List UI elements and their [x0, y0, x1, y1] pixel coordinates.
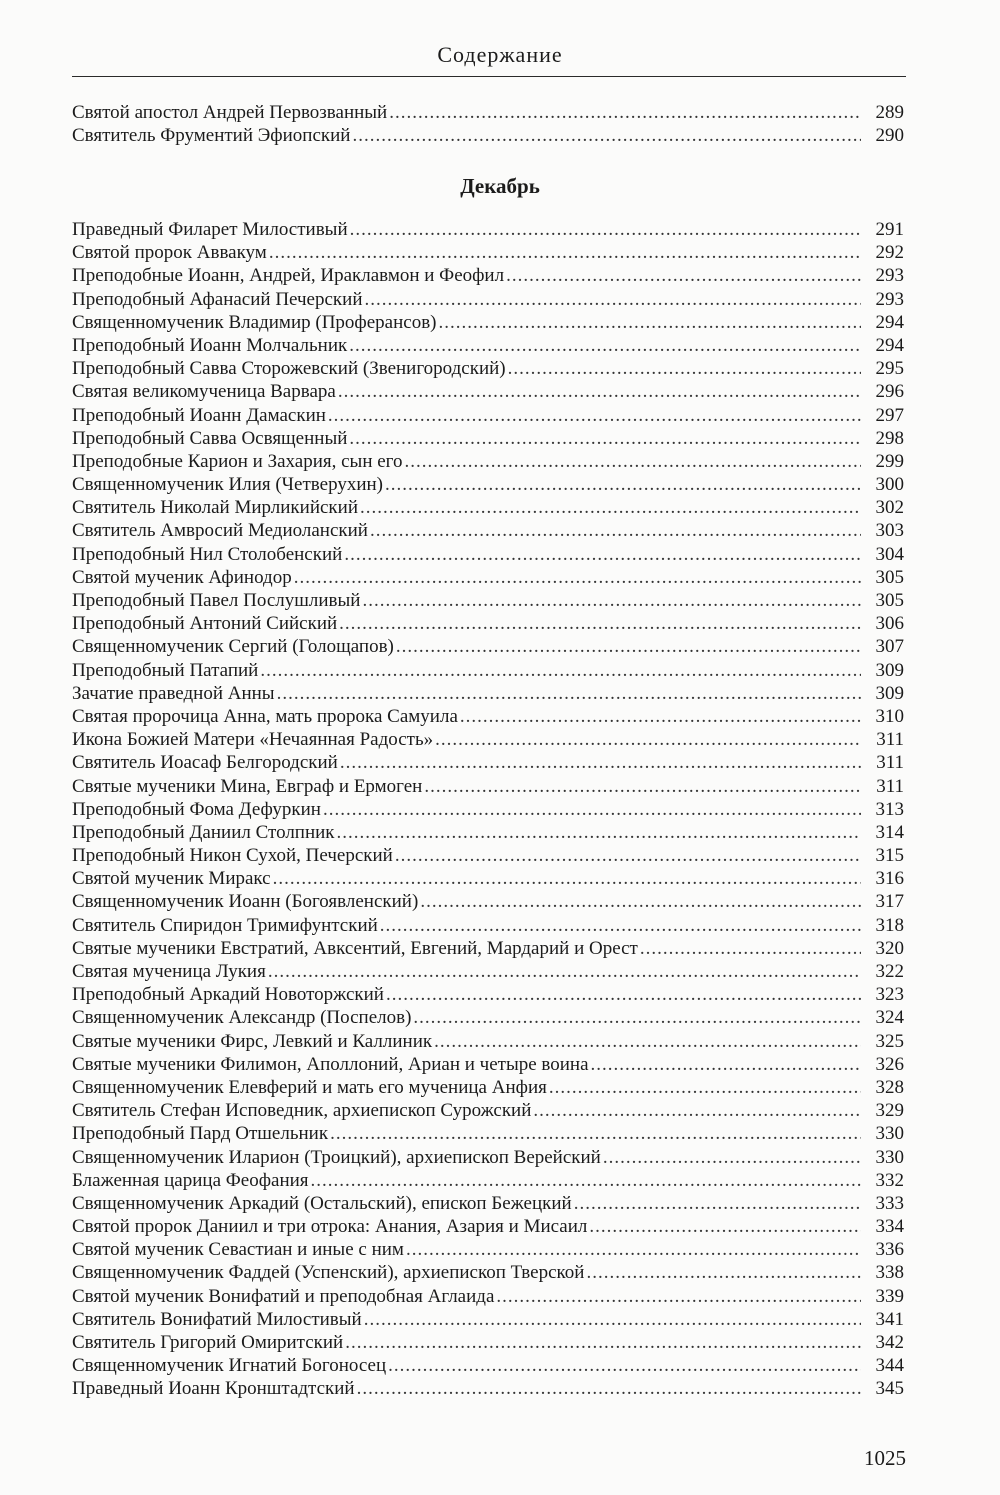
dot-leader: [434, 1030, 861, 1053]
toc-entry: [72, 1169, 904, 1192]
toc-entry-page: 295: [875, 358, 904, 380]
dot-leader: [337, 821, 861, 844]
dot-leader: [273, 867, 861, 890]
toc-entry-title: Преподобные Карион и Захария, сын его: [72, 450, 403, 472]
dot-leader: [364, 1308, 861, 1331]
toc-entry-title: Священномученик Аркадий (Остальский), епископ Бежецкий: [72, 1192, 572, 1214]
toc-entry-page: 345: [875, 1378, 904, 1400]
dot-leader: [344, 543, 861, 566]
dot-leader: [349, 334, 861, 357]
dot-leader: [603, 1146, 861, 1169]
toc-entry: [72, 844, 904, 867]
toc-entry-title: Святитель Стефан Исповедник, архиепископ Сурожский: [72, 1100, 532, 1122]
toc-entry-page: 324: [875, 1007, 904, 1029]
dot-leader: [439, 311, 862, 334]
dot-leader: [406, 1238, 861, 1261]
toc-entry-page: 332: [875, 1169, 904, 1191]
dot-leader: [357, 1377, 861, 1400]
dot-leader: [591, 1053, 861, 1076]
toc-entry-title: Святые мученики Фирс, Левкий и Каллиник: [72, 1030, 433, 1052]
toc-entry-title: Святитель Фрументий Эфиопский: [72, 125, 351, 147]
toc-entry-page: 336: [875, 1239, 904, 1261]
toc-entry: [72, 751, 904, 774]
dot-leader: [508, 357, 861, 380]
toc-entry: [72, 821, 904, 844]
toc-entry: [72, 1076, 904, 1099]
toc-entry-page: 309: [875, 659, 904, 681]
toc-entry: [72, 775, 904, 798]
dot-leader: [386, 983, 861, 1006]
toc-entry-title: Праведный Иоанн Кронштадтский: [72, 1378, 355, 1400]
toc-entry-title: Блаженная царица Феофания: [72, 1169, 309, 1191]
toc-entry-page: 292: [875, 242, 904, 264]
toc-entry-page: 313: [875, 798, 904, 820]
dot-leader: [362, 589, 861, 612]
toc-entry: [72, 427, 904, 450]
dot-leader: [330, 1122, 861, 1145]
toc-entry-page: 338: [875, 1262, 904, 1284]
toc-entry-page: 305: [875, 590, 904, 611]
dot-leader: [338, 380, 861, 403]
toc-entry: [72, 404, 904, 427]
toc-entry-title: Священномученик Иоанн (Богоявленский): [72, 891, 419, 913]
toc-entry-title: Праведный Филарет Милостивый: [72, 219, 348, 240]
toc-entry-page: 342: [875, 1332, 904, 1353]
toc-entry: [72, 357, 904, 380]
toc-entry: [72, 728, 904, 751]
toc-top-list: [72, 101, 904, 147]
dot-leader: [370, 519, 861, 542]
dot-leader: [549, 1076, 861, 1099]
toc-entry-page: 293: [875, 265, 904, 287]
toc-entry-title: Святой мученик Вонифатий и преподобная Аглаида: [72, 1285, 495, 1307]
toc-entry-page: 344: [875, 1355, 904, 1377]
dot-leader: [385, 473, 861, 496]
toc-entry-page: 330: [875, 1146, 904, 1168]
dot-leader: [340, 751, 861, 774]
dot-leader: [574, 1192, 861, 1215]
toc-entry: [72, 124, 904, 147]
toc-entry-page: 334: [875, 1216, 904, 1238]
toc-entry: [72, 473, 904, 496]
toc-entry: [72, 937, 904, 960]
toc-entry-title: Преподобный Нил Столобенский: [72, 543, 343, 565]
toc-entry: [72, 983, 904, 1006]
toc-entry-page: 298: [875, 427, 904, 449]
toc-entry-page: 302: [875, 497, 904, 519]
running-header: Содержание: [437, 42, 563, 67]
toc-entry-page: 328: [875, 1076, 904, 1098]
toc-entry-page: 322: [875, 961, 904, 982]
toc-entry: [72, 960, 904, 983]
dot-leader: [311, 1169, 861, 1192]
dot-leader: [640, 937, 861, 960]
toc-entry-title: Преподобный Даниил Столпник: [72, 821, 335, 843]
toc-entry-title: Святитель Григорий Омиритский: [72, 1332, 344, 1353]
toc-entry-page: 330: [875, 1123, 904, 1145]
toc-entry-page: 326: [875, 1053, 904, 1075]
toc-entry: [72, 566, 904, 589]
toc-entry-page: 300: [875, 474, 904, 496]
dot-leader: [352, 124, 861, 147]
toc-entry-page: 294: [875, 311, 904, 333]
toc-entry-title: Преподобный Савва Сторожевский (Звенигородский): [72, 358, 506, 380]
toc-entry-page: 329: [875, 1100, 904, 1122]
toc-entry-title: Святитель Спиридон Тримифунтский: [72, 914, 378, 936]
toc-entry: [72, 682, 904, 705]
toc-entry-page: 318: [875, 914, 904, 936]
toc-entry-title: Священномученик Сергий (Голощапов): [72, 636, 394, 658]
toc-entry: [72, 890, 904, 913]
toc-entry: [72, 218, 904, 241]
toc-entry-page: 311: [876, 729, 904, 751]
toc-entry: [72, 635, 904, 658]
toc-entry-page: 316: [875, 868, 904, 890]
dot-leader: [269, 241, 861, 264]
toc-entry-title: Святитель Вонифатий Милостивый: [72, 1308, 362, 1330]
dot-leader: [277, 682, 861, 705]
toc-entry: [72, 1354, 904, 1377]
toc-entry: [72, 914, 904, 937]
toc-entry-title: Священномученик Иларион (Троицкий), архиепископ Верейский: [72, 1146, 601, 1168]
toc-entry-page: 314: [875, 821, 904, 843]
dot-leader: [345, 1331, 861, 1354]
toc-entry: [72, 450, 904, 473]
toc-entry: [72, 1146, 904, 1169]
toc-entry: [72, 589, 904, 612]
toc-entry-title: Преподобные Иоанн, Андрей, Ираклавмон и Феофил: [72, 265, 505, 287]
toc-entry-page: 299: [875, 450, 904, 472]
toc-entry-page: 297: [875, 404, 904, 426]
dot-leader: [396, 635, 861, 658]
toc-entry-title: Святая мученица Лукия: [72, 961, 266, 982]
toc-entry: [72, 1238, 904, 1261]
toc-entry-title: Святой мученик Миракс: [72, 868, 271, 890]
toc-entry-page: 307: [875, 636, 904, 658]
toc-entry-title: Святой мученик Афинодор: [72, 566, 292, 588]
toc-entry-title: Священномученик Александр (Поспелов): [72, 1007, 412, 1029]
toc-entry-title: Преподобный Никон Сухой, Печерский: [72, 845, 393, 867]
dot-leader: [420, 890, 861, 913]
toc-entry-page: 323: [875, 984, 904, 1006]
toc-entry-title: Икона Божией Матери «Нечаянная Радость»: [72, 729, 434, 751]
toc-entry-title: Преподобный Антоний Сийский: [72, 613, 338, 635]
toc-entry: [72, 1285, 904, 1308]
toc-entry-page: 320: [875, 937, 904, 959]
dot-leader: [323, 798, 861, 821]
toc-entry-page: 305: [875, 566, 904, 588]
toc-entry-title: Преподобный Савва Освященный: [72, 427, 348, 449]
dot-leader: [349, 427, 861, 450]
toc-entry: [72, 798, 904, 821]
toc-entry-page: 333: [875, 1192, 904, 1214]
page-number: 1025: [864, 1446, 906, 1470]
toc-entry: [72, 1215, 904, 1238]
section-heading: Декабрь: [460, 174, 540, 198]
toc-entry: [72, 1261, 904, 1284]
toc-entry-page: 294: [875, 334, 904, 356]
toc-entry: [72, 1053, 904, 1076]
toc-entry: [72, 1377, 904, 1400]
dot-leader: [533, 1099, 861, 1122]
toc-entry: [72, 1030, 904, 1053]
dot-leader: [586, 1261, 861, 1284]
dot-leader: [328, 404, 861, 427]
toc-entry: [72, 264, 904, 287]
toc-entry-page: 303: [875, 520, 904, 542]
toc-entry-title: Священномученик Владимир (Проферансов): [72, 311, 437, 333]
dot-leader: [365, 288, 862, 311]
toc-entry: [72, 1099, 904, 1122]
toc-entry: [72, 1006, 904, 1029]
toc-entry: [72, 101, 904, 124]
toc-entry-title: Священномученик Елевферий и мать его мученица Анфия: [72, 1076, 547, 1098]
toc-entry-page: 341: [875, 1308, 904, 1330]
dot-leader: [380, 914, 861, 937]
toc-entry-title: Священномученик Игнатий Богоносец: [72, 1355, 387, 1377]
toc-entry: [72, 1192, 904, 1215]
toc-entry: [72, 288, 904, 311]
dot-leader: [395, 844, 861, 867]
toc-entry-title: Преподобный Иоанн Молчальник: [72, 334, 348, 356]
toc-entry: [72, 543, 904, 566]
toc-entry-title: Святые мученики Евстратий, Авксентий, Евгений, Мардарий и Орест: [72, 937, 638, 959]
toc-entry-page: 311: [876, 775, 904, 797]
toc-entry-title: Преподобный Аркадий Новоторжский: [72, 984, 384, 1006]
toc-entry-page: 310: [875, 705, 904, 727]
toc-entry-title: Святитель Иоасаф Белгородский: [72, 752, 338, 774]
toc-entry-title: Зачатие праведной Анны: [72, 682, 275, 704]
toc-entry-title: Священномученик Фаддей (Успенский), архиепископ Тверской: [72, 1262, 585, 1284]
toc-entry-title: Преподобный Фома Дефуркин: [72, 798, 321, 820]
toc-entry-title: Преподобный Иоанн Дамаскин: [72, 404, 326, 426]
toc-december-list: [72, 218, 904, 1401]
toc-entry-page: 311: [876, 752, 904, 774]
toc-entry-title: Преподобный Патапий: [72, 659, 259, 681]
toc-entry-page: 304: [875, 543, 904, 565]
dot-leader: [360, 496, 861, 519]
toc-entry-title: Святитель Николай Мирликийский: [72, 497, 359, 519]
toc-entry-page: 296: [875, 381, 904, 403]
toc-entry-title: Святой пророк Аввакум: [72, 242, 267, 264]
toc-entry-title: Преподобный Павел Послушливый: [72, 590, 361, 611]
toc-entry-page: 309: [875, 682, 904, 704]
toc-entry-page: 290: [875, 125, 904, 147]
toc-entry-title: Святой мученик Севастиан и иные с ним: [72, 1239, 404, 1261]
dot-leader: [294, 566, 861, 589]
toc-entry-title: Святой пророк Даниил и три отрока: Анания, Азария и Мисаил: [72, 1216, 588, 1238]
toc-entry: [72, 519, 904, 542]
dot-leader: [496, 1285, 861, 1308]
toc-entry-title: Преподобный Пард Отшельник: [72, 1123, 329, 1145]
dot-leader: [435, 728, 861, 751]
dot-leader: [460, 705, 861, 728]
dot-leader: [405, 450, 862, 473]
toc-entry-page: 325: [875, 1030, 904, 1052]
toc-entry-title: Преподобный Афанасий Печерский: [72, 288, 363, 310]
toc-entry-title: Святая великомученица Варвара: [72, 381, 336, 403]
toc-entry-page: 315: [875, 845, 904, 867]
toc-entry: [72, 1308, 904, 1331]
dot-leader: [350, 218, 861, 241]
toc-entry-page: 306: [875, 613, 904, 635]
toc-entry: [72, 705, 904, 728]
dot-leader: [424, 775, 861, 798]
toc-entry: [72, 241, 904, 264]
toc-entry: [72, 496, 904, 519]
toc-entry-title: Святитель Амвросий Медиоланский: [72, 520, 368, 542]
dot-leader: [413, 1006, 861, 1029]
toc-entry-title: Святые мученики Мина, Евграф и Ермоген: [72, 775, 423, 797]
dot-leader: [388, 1354, 861, 1377]
toc-entry-title: Святая пророчица Анна, мать пророка Самуила: [72, 705, 458, 727]
toc-entry-page: 339: [875, 1285, 904, 1307]
toc-entry-page: 291: [875, 219, 904, 240]
dot-leader: [339, 612, 861, 635]
toc-entry-page: 293: [875, 288, 904, 310]
dot-leader: [506, 264, 861, 287]
toc-entry-title: Святой апостол Андрей Первозванный: [72, 102, 388, 123]
toc-entry: [72, 659, 904, 682]
toc-entry: [72, 1331, 904, 1354]
header-rule: [72, 76, 906, 77]
dot-leader: [389, 101, 861, 124]
toc-entry: [72, 612, 904, 635]
toc-entry: [72, 380, 904, 403]
dot-leader: [260, 659, 861, 682]
toc-entry: [72, 1122, 904, 1145]
dot-leader: [589, 1215, 861, 1238]
toc-entry-title: Святые мученики Филимон, Аполлоний, Ариан и четыре воина: [72, 1053, 589, 1075]
toc-entry: [72, 867, 904, 890]
toc-entry: [72, 334, 904, 357]
toc-entry-page: 317: [875, 891, 904, 913]
dot-leader: [268, 960, 861, 983]
toc-entry-title: Священномученик Илия (Четверухин): [72, 474, 383, 496]
toc-entry: [72, 311, 904, 334]
toc-entry-page: 289: [875, 102, 904, 123]
